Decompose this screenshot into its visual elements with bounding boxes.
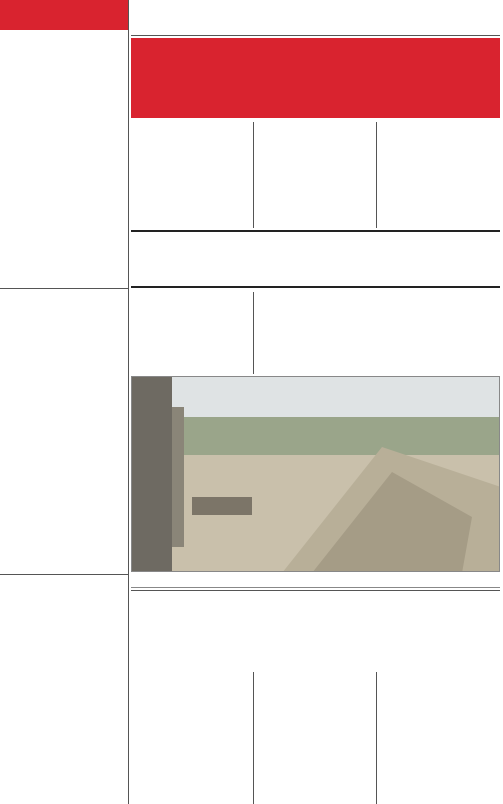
sand-pile-photo <box>132 377 500 572</box>
top-left-banner <box>0 0 128 30</box>
left-story-2 <box>0 290 126 572</box>
second-story-col1 <box>133 294 251 372</box>
column-rule-main-2 <box>376 672 377 804</box>
lead-story-col3 <box>379 124 499 226</box>
column-rule-lead-1 <box>253 122 254 228</box>
rule-left-1 <box>0 288 128 289</box>
column-rule-left <box>128 0 129 804</box>
rule-main <box>131 590 500 591</box>
rule-top <box>131 35 500 36</box>
photo-caption-bar <box>131 572 500 588</box>
main-headline <box>131 593 500 669</box>
main-story-col3 <box>379 674 499 802</box>
rule-left-2 <box>0 574 128 575</box>
column-rule-second <box>253 292 254 374</box>
lead-headline-line1 <box>131 38 500 44</box>
column-rule-main-1 <box>253 672 254 804</box>
news-photo <box>131 376 500 572</box>
column-rule-lead-2 <box>376 122 377 228</box>
top-summary <box>133 6 499 34</box>
left-story-3 <box>0 576 126 802</box>
lead-story-col2 <box>256 124 374 226</box>
second-story-col2 <box>256 294 374 372</box>
main-story-col1 <box>133 674 251 802</box>
main-story-col2 <box>256 674 374 802</box>
lead-story-col1 <box>133 124 251 226</box>
lead-headline <box>131 38 500 118</box>
second-headline <box>131 230 500 288</box>
left-story-1 <box>0 34 126 286</box>
